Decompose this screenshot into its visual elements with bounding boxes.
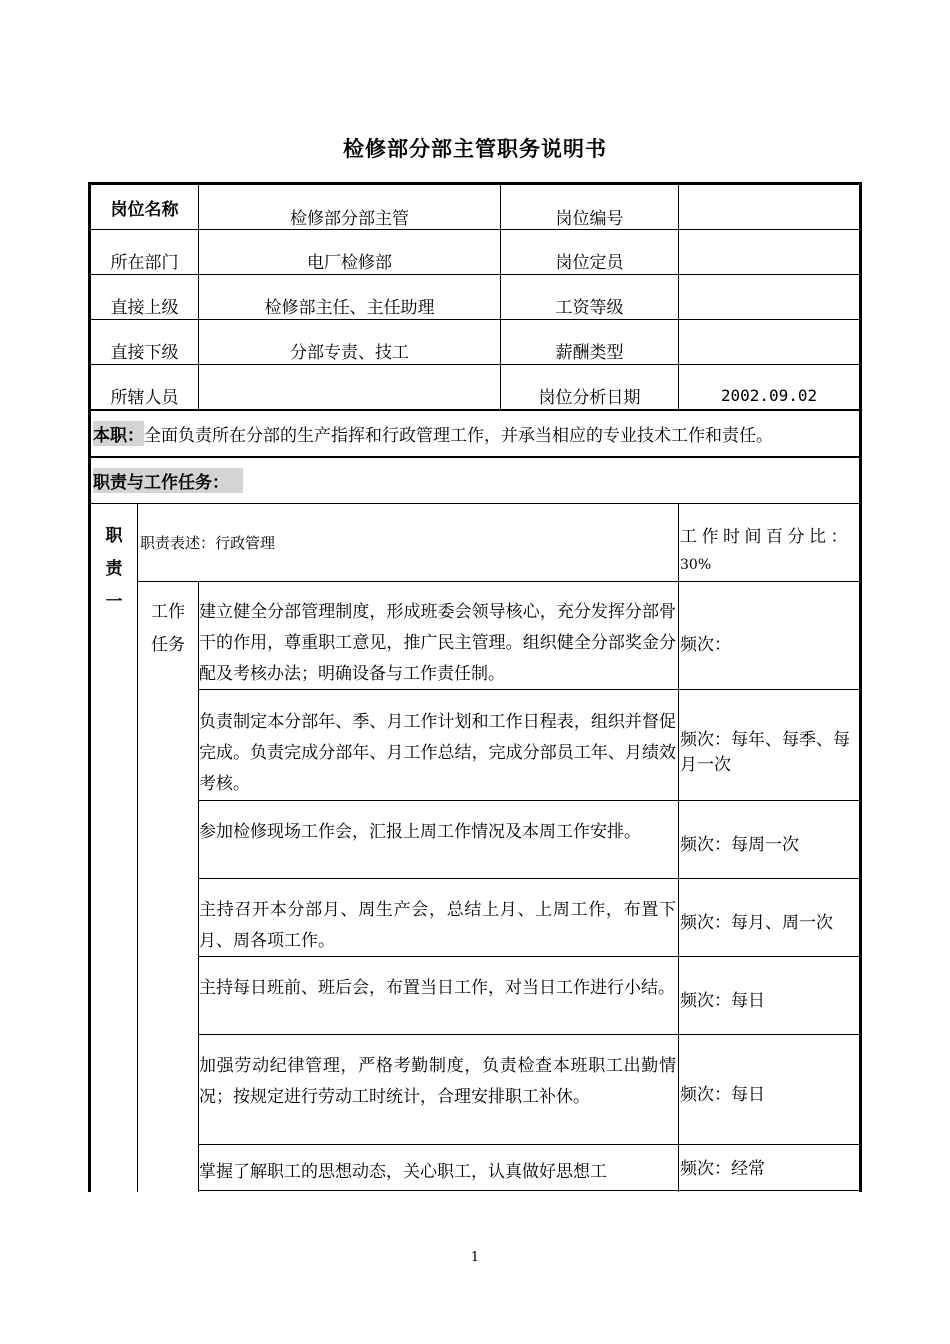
value-subordinate: 分部专责、技工 <box>290 342 409 363</box>
time-percentage-value: 30% <box>680 557 712 573</box>
value-position-code <box>679 194 859 238</box>
table-border-right <box>859 182 862 1192</box>
task-item: 主持每日班前、班后会，布置当日工作，对当日工作进行小结。 <box>199 978 675 998</box>
task-label-line: 任务 <box>151 635 185 655</box>
value-position-name: 检修部分部主管 <box>290 208 409 229</box>
value-headcount <box>679 238 859 282</box>
task-item: 主持召开本分部月、周生产会，总结上月、上周工作，布置下月、周各项工作。 <box>199 900 676 951</box>
row-divider <box>198 1144 862 1145</box>
task-frequency: 频次：经常 <box>680 1159 765 1179</box>
value-superior: 检修部主任、主任助理 <box>264 297 435 318</box>
task-item: 掌握了解职工的思想动态，关心职工，认真做好思想工 <box>199 1162 607 1182</box>
task-frequency: 频次：每日 <box>680 1085 765 1105</box>
duties-header-row <box>91 458 859 503</box>
table-border-top <box>88 182 862 185</box>
value-analysis-date: 2002.09.02 <box>720 385 818 405</box>
label-position-code: 岗位编号 <box>555 208 624 229</box>
label-staff: 所辖人员 <box>110 387 179 408</box>
task-item: 负责制定本分部年、季、月工作计划和工作日程表，组织并督促完成。负责完成分部年、月工作总结，完成分部员工年、月绩效考核。 <box>199 712 676 794</box>
summary-text: 全面负责所在分部的生产指挥和行政管理工作，并承当相应的专业技术工作和责任。 <box>144 426 773 446</box>
value-pay-type <box>679 328 859 372</box>
page-number: 1 <box>470 1250 480 1265</box>
value-wage-grade <box>679 283 859 327</box>
label-analysis-date: 岗位分析日期 <box>538 387 641 408</box>
duty-label-char: 一 <box>105 592 123 612</box>
value-department: 电厂检修部 <box>307 252 392 273</box>
label-subordinate: 直接下级 <box>110 342 179 363</box>
label-position-name: 岗位名称 <box>110 199 179 220</box>
task-item: 建立健全分部管理制度，形成班委会领导核心，充分发挥分部骨干的作用，尊重职工意见，推广民主管理。组织健全分部奖金分配及考核办法；明确设备与工作责任制。 <box>199 602 676 684</box>
row-divider <box>198 1190 862 1191</box>
row-divider <box>198 800 862 801</box>
task-label <box>138 596 198 662</box>
task-label-line: 工作 <box>151 602 185 622</box>
task-frequency: 频次：每周一次 <box>680 835 799 855</box>
task-frequency: 频次：每日 <box>680 991 765 1011</box>
label-headcount: 岗位定员 <box>555 252 624 273</box>
label-superior: 直接上级 <box>110 297 179 318</box>
duties-header: 职责与工作任务： <box>93 468 243 493</box>
task-frequency: 频次： <box>680 635 731 655</box>
task-item: 加强劳动纪律管理，严格考勤制度，负责检查本班职工出勤情况；按规定进行劳动工时统计，合理安排职工补休。 <box>199 1056 676 1107</box>
task-frequency: 频次：每年、每季、每月一次 <box>680 730 850 775</box>
duty-statement: 职责表述：行政管理 <box>140 534 276 552</box>
duty-label-char: 职 <box>105 526 123 546</box>
task-frequency: 频次：每月、周一次 <box>680 913 833 933</box>
col-divider <box>678 503 679 1192</box>
job-summary <box>91 411 859 456</box>
job-description-table <box>88 182 862 1192</box>
document-title: 检修部分部主管职务说明书 <box>343 137 607 161</box>
task-item: 参加检修现场工作会，汇报上周工作情况及本周工作安排。 <box>199 822 641 842</box>
row-divider <box>198 878 862 879</box>
label-department: 所在部门 <box>110 252 179 273</box>
summary-label: 本职： <box>93 421 144 446</box>
row-divider <box>137 581 862 582</box>
label-pay-type: 薪酬类型 <box>555 342 624 363</box>
duty-label-char: 责 <box>105 559 123 579</box>
duty-one-label <box>91 520 137 619</box>
label-wage-grade: 工资等级 <box>555 297 624 318</box>
row-divider <box>198 1034 862 1035</box>
time-percentage-label: 工作时间百分比： <box>680 527 852 547</box>
